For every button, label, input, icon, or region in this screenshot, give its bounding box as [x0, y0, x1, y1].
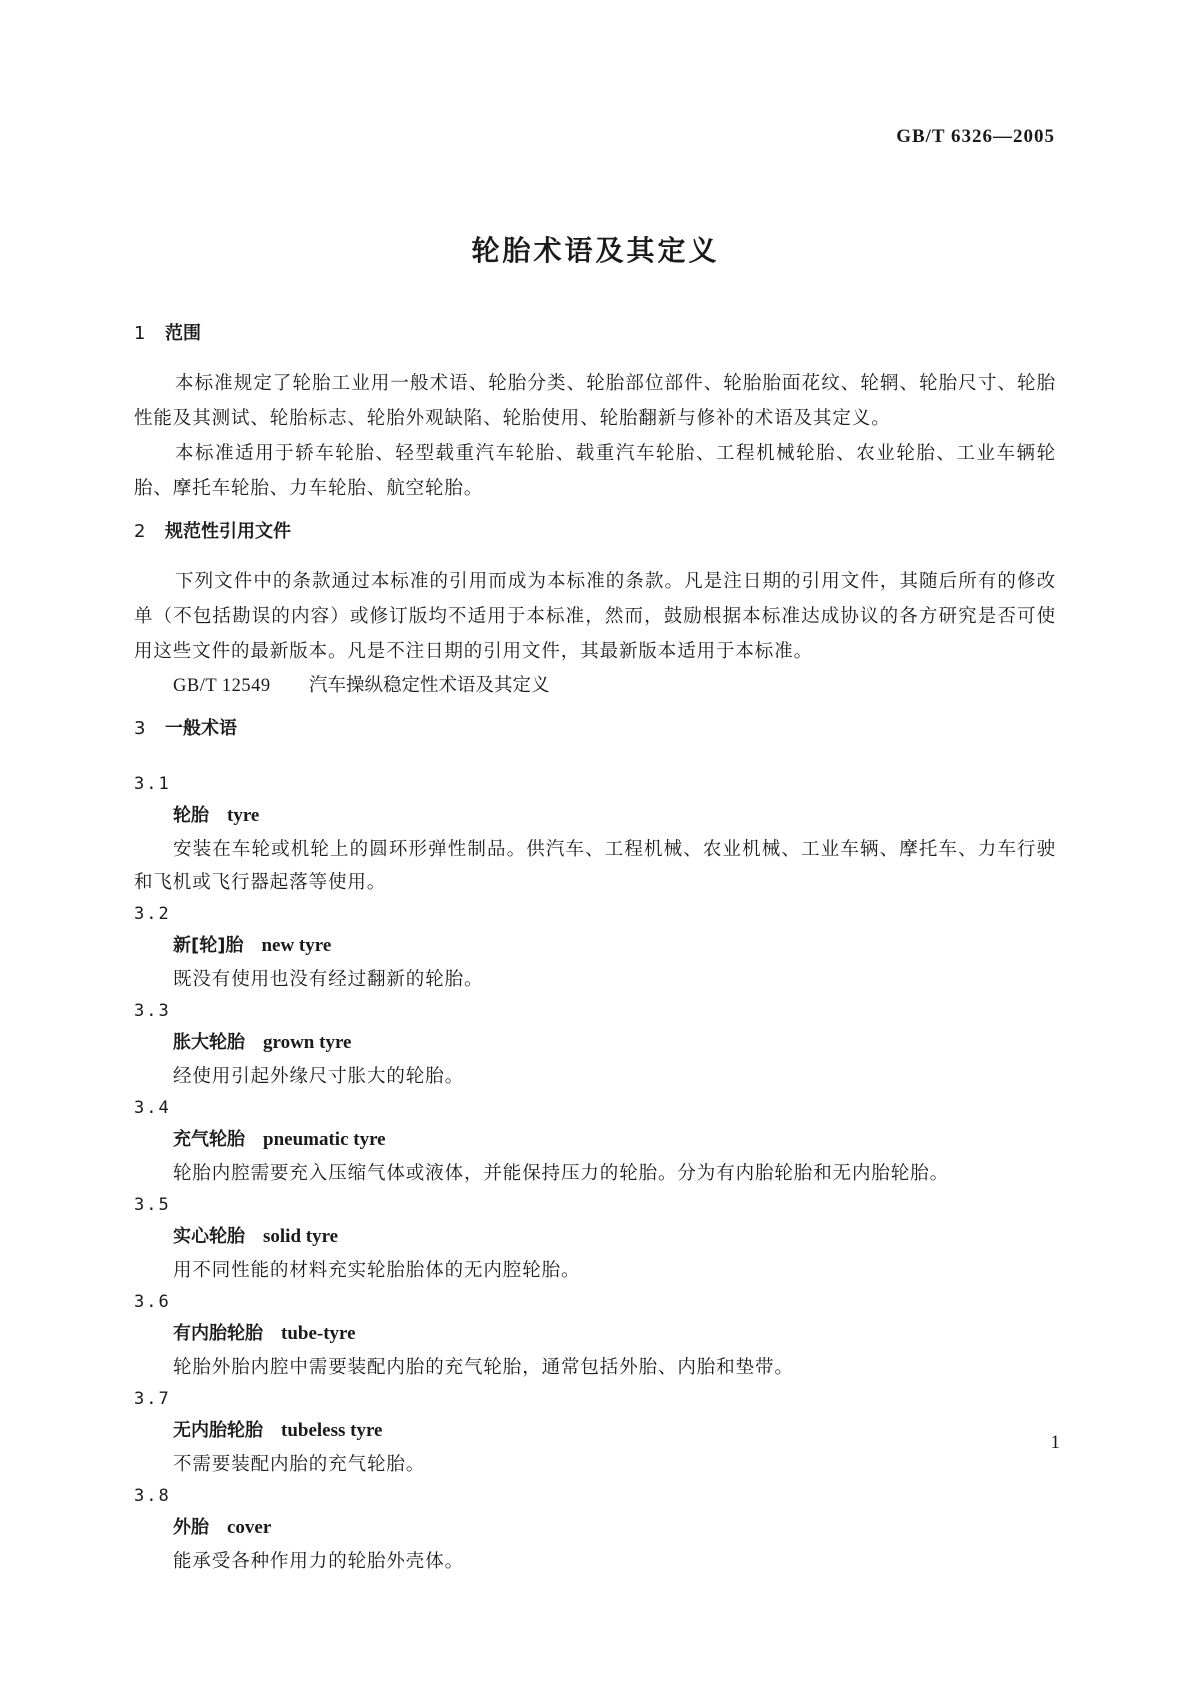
scope-paragraph-2: 本标准适用于轿车轮胎、轻型载重汽车轮胎、载重汽车轮胎、工程机械轮胎、农业轮胎、工业车辆轮胎、摩托车轮胎、力车轮胎、航空轮胎。: [134, 443, 1056, 499]
clause-number: 3.6: [134, 1292, 171, 1312]
term-english: tube-tyre: [281, 1323, 356, 1344]
term-line: [134, 1317, 1056, 1351]
term-definition: 轮胎外胎内腔中需要装配内胎的充气轮胎，通常包括外胎、内胎和垫带。: [173, 1357, 794, 1378]
section-heading-references: [134, 520, 1056, 544]
term-chinese: 无内胎轮胎: [173, 1420, 263, 1441]
standard-number: GB/T 6326—2005: [896, 126, 1055, 147]
term-definition: 能承受各种作用力的轮胎外壳体。: [173, 1551, 465, 1572]
term-english: cover: [227, 1517, 272, 1538]
term-definition: 既没有使用也没有经过翻新的轮胎。: [173, 969, 484, 990]
term-line: [134, 1123, 1056, 1157]
term-english: tubeless tyre: [281, 1420, 383, 1441]
term-english: tyre: [227, 805, 260, 826]
document-body: [134, 322, 1056, 1578]
term-line: [134, 1414, 1056, 1448]
section-number: 2: [134, 521, 146, 542]
term-chinese: 充气轮胎: [173, 1129, 245, 1150]
section-heading-scope: [134, 322, 1056, 346]
section-heading-general-terms: [134, 717, 1056, 741]
term-definition: 轮胎内腔需要充入压缩气体或液体，并能保持压力的轮胎。分为有内胎轮胎和无内胎轮胎。: [173, 1163, 950, 1184]
clause-number: 3.4: [134, 1098, 171, 1118]
term-chinese: 实心轮胎: [173, 1226, 245, 1247]
section-title: 规范性引用文件: [165, 521, 291, 542]
term-line: [134, 1220, 1056, 1254]
section-title: 一般术语: [165, 718, 237, 739]
term-clause: [134, 1384, 1056, 1481]
term-definition: 经使用引起外缘尺寸胀大的轮胎。: [173, 1066, 465, 1087]
term-english: new tyre: [261, 935, 332, 956]
term-definition: 不需要装配内胎的充气轮胎。: [173, 1454, 426, 1475]
clause-number: 3.8: [134, 1486, 171, 1506]
term-line: [134, 1511, 1056, 1545]
scope-paragraph-1: 本标准规定了轮胎工业用一般术语、轮胎分类、轮胎部位部件、轮胎胎面花纹、轮辋、轮胎尺寸、轮胎性能及其测试、轮胎标志、轮胎外观缺陷、轮胎使用、轮胎翻新与修补的术语及其定义。: [134, 373, 1056, 429]
term-chinese: 胀大轮胎: [173, 1032, 245, 1053]
references-paragraph: 下列文件中的条款通过本标准的引用而成为本标准的条款。凡是注日期的引用文件，其随后所有的修改单（不包括勘误的内容）或修订版均不适用于本标准，然而，鼓励根据本标准达成协议的各方研究是否可使用这些文件的最新版本。凡是不注日期的引用文件，其最新版本适用于本标准。: [134, 571, 1056, 662]
term-clause: [134, 1481, 1056, 1578]
term-chinese: 新[轮]胎: [173, 935, 244, 956]
document-title: 轮胎术语及其定义: [471, 234, 720, 267]
term-clause: [134, 1287, 1056, 1384]
term-clauses: [134, 769, 1056, 1578]
section-number: 1: [134, 323, 146, 344]
clause-number: 3.2: [134, 904, 171, 924]
term-english: grown tyre: [263, 1032, 352, 1053]
term-definition: 用不同性能的材料充实轮胎胎体的无内腔轮胎。: [173, 1260, 581, 1281]
term-line: [134, 799, 1056, 833]
term-clause: [134, 996, 1056, 1093]
page-number: 1: [1050, 1432, 1060, 1453]
reference-title: 汽车操纵稳定性术语及其定义: [309, 675, 550, 696]
term-chinese: 有内胎轮胎: [173, 1323, 263, 1344]
term-english: solid tyre: [263, 1226, 339, 1247]
term-english: pneumatic tyre: [263, 1129, 386, 1150]
term-clause: [134, 769, 1056, 899]
term-definition: 安装在车轮或机轮上的圆环形弹性制品。供汽车、工程机械、农业机械、工业车辆、摩托车、力车行驶和飞机或飞行器起落等使用。: [134, 839, 1056, 893]
term-clause: [134, 1190, 1056, 1287]
term-line: [134, 1026, 1056, 1060]
term-line: [134, 929, 1056, 963]
reference-code: GB/T 12549: [173, 676, 271, 696]
term-clause: [134, 1093, 1056, 1190]
term-chinese: 轮胎: [173, 805, 209, 826]
term-chinese: 外胎: [173, 1517, 209, 1538]
term-clause: [134, 899, 1056, 996]
section-number: 3: [134, 718, 146, 739]
clause-number: 3.1: [134, 774, 171, 794]
clause-number: 3.5: [134, 1195, 171, 1215]
reference-entry: [134, 669, 1056, 703]
clause-number: 3.7: [134, 1389, 171, 1409]
section-title: 范围: [165, 323, 201, 344]
clause-number: 3.3: [134, 1001, 171, 1021]
